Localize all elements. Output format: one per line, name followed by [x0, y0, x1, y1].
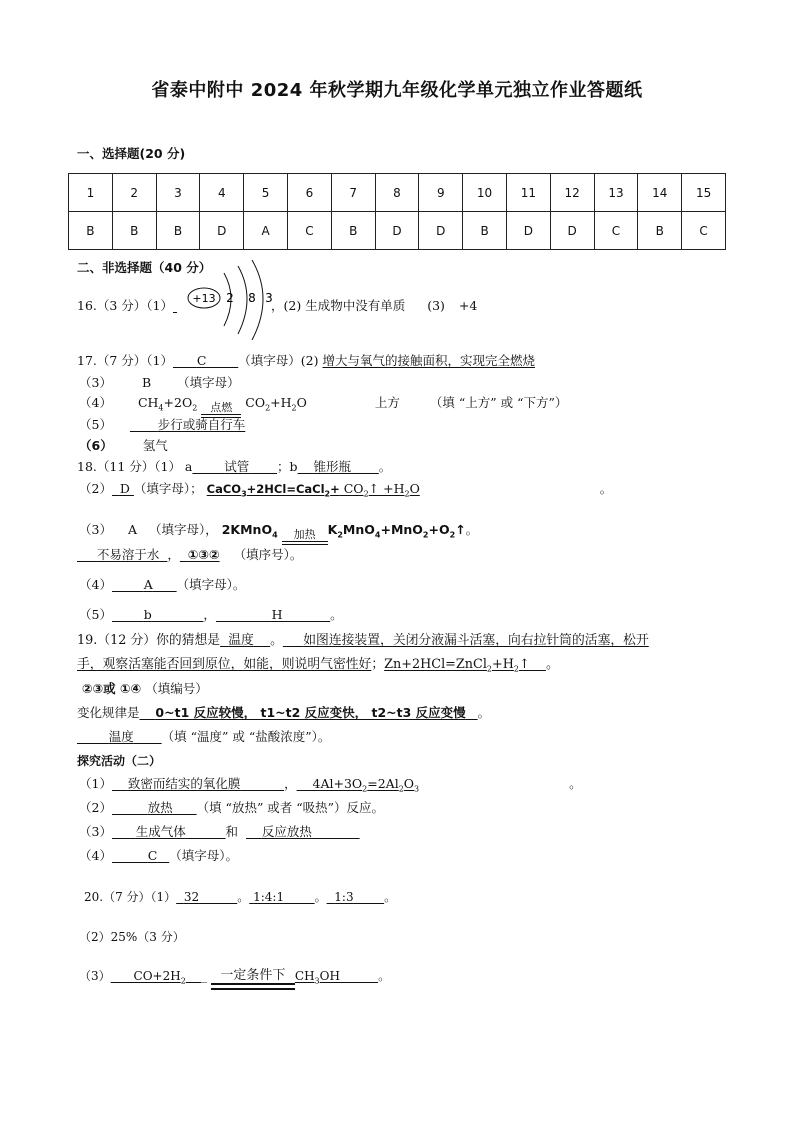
question-number-cell: 15 — [682, 174, 726, 212]
q20-answer-3: 1:3 — [334, 890, 354, 904]
q17-prefix: 17.（7 分）（1） — [77, 353, 174, 368]
q19-activity-3 — [79, 823, 360, 841]
question-number-cell: 3 — [156, 174, 200, 212]
answer-cell: B — [156, 212, 200, 250]
q18-hint-3b: （填序号）。 — [233, 547, 303, 562]
q18-line-2: （2） D （填字母）； CaCO$_3$+2HCl=CaCl$_2$+ $CO_2↑ +H_2O$ 。 — [79, 481, 613, 499]
q19-activity-answer-1: 致密而结实的氧化膜 — [127, 776, 241, 791]
q18-end: 。 — [378, 459, 392, 474]
question-number-cell: 6 — [287, 174, 331, 212]
q18-hint-3: （填字母）， — [148, 522, 218, 537]
q19-factor-hint: （填 “温度” 或 “盐酸浓度”）。 — [161, 729, 331, 744]
q18-l4-label: （4） — [79, 577, 112, 592]
q17-l3-label: （3） — [79, 375, 112, 390]
q17-answer-3: B — [141, 375, 152, 390]
q19-line-5 — [77, 728, 330, 746]
answer-cell: C — [594, 212, 638, 250]
nucleus-charge: +13 — [192, 292, 216, 305]
answer-cell: B — [638, 212, 682, 250]
q16-prefix: 16.（3 分）（1） — [77, 298, 174, 313]
q19-line-2: 手，观察活塞能否回到原位，如能，则说明气密性好；$Zn+2HCl=ZnCl_2+H_2↑$ 。 — [77, 657, 559, 674]
q19-and: 和 — [225, 824, 239, 839]
question-number-cell: 12 — [550, 174, 594, 212]
answer-cell: C — [682, 212, 726, 250]
q19-activity-hint-4: （填字母）。 — [169, 848, 238, 863]
answer-cell: B — [69, 212, 113, 250]
q16-part3-label: (3) — [427, 298, 445, 313]
q20-condition: 一定条件下 — [211, 969, 295, 990]
q18-prefix: 18.（11 分）（1） a — [77, 459, 193, 474]
q20-line-2: （2）25%（3 分） — [79, 930, 185, 944]
answer-cell: D — [419, 212, 463, 250]
shell-2-electrons: 8 — [248, 291, 256, 305]
q17-answer-1: C — [196, 353, 207, 368]
question-number-row — [69, 174, 726, 212]
q17-hint-3: （填字母） — [177, 375, 240, 390]
q18-answer-3: A — [127, 522, 137, 537]
q17-answer-6: 氢气 — [142, 438, 168, 453]
question-number-cell: 8 — [375, 174, 419, 212]
q18-answer-5b: H — [271, 607, 283, 622]
q17-line-5 — [79, 416, 245, 434]
q19-activity-heading: 探究活动（二） — [77, 754, 162, 768]
q19-activity-1: （1） 致密而结实的氧化膜 ， $4Al+3O_2=2Al_2O_3$ 。 — [79, 776, 582, 794]
question-number-cell: 7 — [331, 174, 375, 212]
q19-a4-label: （4） — [79, 848, 112, 863]
answer-cell: D — [375, 212, 419, 250]
q19-operation-cont: 手，观察活塞能否回到原位，如能，则说明气密性好 — [77, 657, 372, 672]
answer-cell: D — [550, 212, 594, 250]
section-2-heading: 二、非选择题（40 分） — [77, 260, 212, 275]
question-number-cell: 2 — [112, 174, 156, 212]
q18-line-3: （3） A （填字母）， 2KMnO$_4$ 加热 $K_2MnO_4+MnO_2+O_2↑$。 — [79, 521, 478, 545]
q19-line-1: 19.（12 分）你的猜想是 温度 。 如图连接装置，关闭分液漏斗活塞，向右拉针筒的活塞，松开 — [77, 633, 649, 648]
q20-line-3: （3） $CO+2H_2$ _ 一定条件下 $CH_3OH$ 。 — [79, 967, 390, 990]
q18-line-3b: 不易溶于水 ， ①③② （填序号）。 — [96, 547, 303, 562]
q19-activity-answer-3a: 生成气体 — [135, 824, 186, 839]
q17-answer-5: 步行或骑自行车 — [157, 417, 246, 432]
q19-numbers-hint: （填编号） — [145, 681, 208, 696]
question-number-cell: 11 — [506, 174, 550, 212]
answer-cell: B — [112, 212, 156, 250]
answer-cell: C — [287, 212, 331, 250]
question-number-cell: 4 — [200, 174, 244, 212]
shell-3-electrons: 3 — [265, 291, 273, 305]
q16-part3-value: +4 — [458, 298, 478, 313]
answer-cell: D — [200, 212, 244, 250]
q19-activity-4 — [79, 847, 238, 865]
shell-arc-2 — [238, 266, 247, 334]
q18-line-1 — [77, 458, 391, 476]
q19-equation: $Zn+2HCl=ZnCl_2+H_2↑$ — [384, 657, 546, 674]
q19-numbers: ②③或 ①④ — [82, 681, 142, 696]
section-1-heading: 一、选择题(20 分) — [77, 146, 186, 161]
q17-l5-label: （5） — [79, 417, 112, 432]
answer-cell: D — [506, 212, 550, 250]
q20-prefix: 20.（7 分）（1） — [84, 890, 177, 904]
q18-b-label: ；b — [277, 459, 298, 474]
q19-a1-label: （1） — [79, 776, 112, 791]
q18-hint-2: （填字母）； — [133, 481, 203, 496]
q19-line-3 — [82, 680, 208, 698]
q20-l3-label: （3） — [79, 969, 111, 983]
q19-a2-label: （2） — [79, 800, 112, 815]
q19-activity-answer-3b: 反应放热 — [261, 824, 312, 839]
q17-line-6 — [79, 437, 168, 455]
answer-cell: B — [463, 212, 507, 250]
page-title: 省泰中附中 2024 年秋学期九年级化学单元独立作业答题纸 — [151, 80, 643, 101]
q17-condition: 点燃 — [201, 402, 241, 418]
q18-answer-3c: ①③② — [187, 547, 220, 562]
q19-operation: 如图连接装置，关闭分液漏斗活塞，向右拉针筒的活塞，松开 — [303, 633, 649, 648]
q17-line-1 — [77, 352, 535, 370]
answer-table — [68, 173, 726, 250]
q19-activity-hint-2: （填 “放热” 或者 “吸热”）反应。 — [196, 800, 385, 815]
q19-rule-label: 变化规律是 — [77, 705, 140, 720]
q18-l3-label: （3） — [79, 522, 112, 537]
q18-answer-a: 试管 — [224, 459, 250, 474]
question-number-cell: 13 — [594, 174, 638, 212]
question-number-cell: 1 — [69, 174, 113, 212]
q18-l2-label: （2） — [79, 481, 112, 496]
answer-cell: A — [244, 212, 288, 250]
q18-answer-3b: 不易溶于水 — [96, 547, 160, 562]
q19-rule: 0~t1 反应较慢， t1~t2 反应变快， t2~t3 反应变慢 — [155, 705, 466, 720]
q17-answer-4: 上方 — [374, 395, 400, 410]
q20-answer-2: 1:4:1 — [253, 890, 285, 904]
question-number-cell: 5 — [244, 174, 288, 212]
q18-answer-2: D — [119, 481, 130, 496]
shell-1-electrons: 2 — [226, 291, 234, 305]
aluminum-atom-diagram — [170, 258, 290, 343]
q18-line-5: （5） b ， H 。 — [79, 607, 343, 622]
q18-answer-4: A — [143, 577, 153, 592]
q17-line-3 — [79, 374, 240, 392]
q19-activity-answer-4: C — [147, 848, 158, 863]
q17-hint-1: （填字母） — [238, 353, 301, 368]
question-number-cell: 9 — [419, 174, 463, 212]
q17-l6-label: （6） — [79, 438, 113, 453]
answer-row — [69, 212, 726, 250]
question-number-cell: 10 — [463, 174, 507, 212]
q18-line-4 — [79, 576, 245, 594]
q19-factor: 温度 — [108, 729, 134, 744]
q19-prefix: 19.（12 分）你的猜想是 — [77, 633, 221, 648]
q19-a3-label: （3） — [79, 824, 112, 839]
q16-part2: ，(2) 生成物中没有单质 — [271, 298, 406, 313]
q19-separator: ； — [371, 657, 385, 672]
answer-cell: B — [331, 212, 375, 250]
q18-l5-label: （5） — [79, 607, 112, 622]
q19-activity-answer-2: 放热 — [147, 800, 173, 815]
q17-hint-4: （填 “上方” 或 “下方”） — [429, 395, 568, 410]
q17-l4-label: （4） — [79, 395, 112, 410]
q18-hint-4: （填字母）。 — [176, 577, 246, 592]
q18-condition: 加热 — [282, 529, 328, 545]
q17-p2-label: (2) — [300, 353, 319, 368]
q18-equation-2: CaCO$_3$+2HCl=CaCl$_2$+ $CO_2↑ +H_2O$ — [206, 481, 420, 499]
q19-guess: 温度 — [228, 633, 254, 648]
q18-answer-5a: b — [143, 607, 152, 622]
q20-answer-1: 32 — [183, 890, 200, 904]
q17-answer-2: 增大与氧气的接触面积，实现完全燃烧 — [322, 353, 535, 368]
q18-answer-b: 锥形瓶 — [313, 459, 351, 474]
q17-line-4: （4） $CH_4+2O_2$ 点燃 $CO_2+H_2O$ 上方 （填 “上方” 或 “下方”） — [79, 394, 567, 418]
question-number-cell: 14 — [638, 174, 682, 212]
q19-activity-2 — [79, 799, 384, 817]
q20-line-1: 20.（7 分）（1） 32 。 1:4:1 。 1:3 。 — [84, 890, 397, 904]
q19-line-4: 变化规律是 0~t1 反应较慢， t1~t2 反应变快， t2~t3 反应变慢 。 — [77, 705, 491, 720]
